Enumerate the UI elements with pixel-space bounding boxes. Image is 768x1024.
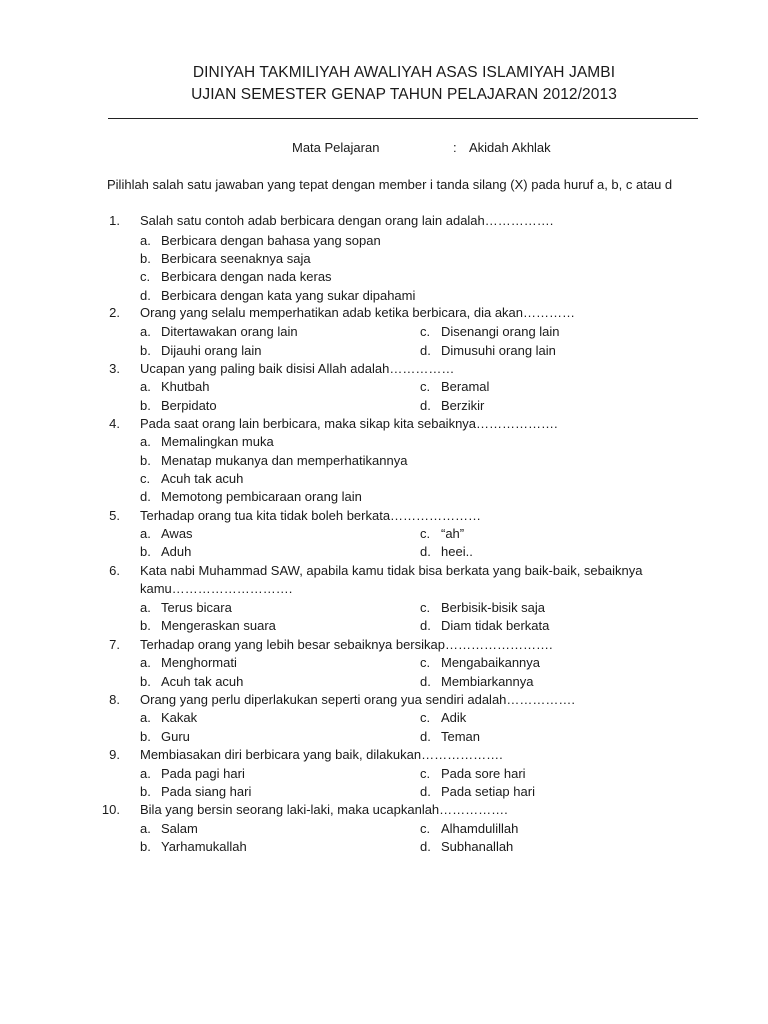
question-text: Orang yang perlu diperlakukan seperti orang yua sendiri adalah……………. xyxy=(140,692,576,707)
option-key: c. xyxy=(420,379,431,394)
option-key: d. xyxy=(420,784,431,799)
answer-option[interactable] xyxy=(140,324,298,339)
option-key: c. xyxy=(420,600,431,615)
answer-option[interactable] xyxy=(140,471,243,486)
option-text: Guru xyxy=(161,729,190,744)
option-text: Beramal xyxy=(441,379,490,394)
option-key: c. xyxy=(420,766,431,781)
option-key: a. xyxy=(140,821,151,836)
question-number: 3. xyxy=(109,361,120,376)
option-key: d. xyxy=(140,489,151,504)
option-text: Khutbah xyxy=(161,379,210,394)
option-key: d. xyxy=(420,544,431,559)
question-text: Orang yang selalu memperhatikan adab ketika berbicara, dia akan………… xyxy=(140,305,576,320)
question-number: 7. xyxy=(109,637,120,652)
answer-option[interactable] xyxy=(420,729,480,744)
option-key: b. xyxy=(140,251,151,266)
question-text: Ucapan yang paling baik disisi Allah adalah…………… xyxy=(140,361,455,376)
subject-label: Mata Pelajaran xyxy=(292,140,380,155)
answer-option[interactable] xyxy=(420,710,466,725)
answer-option[interactable] xyxy=(140,600,232,615)
option-text: Memotong pembicaraan orang lain xyxy=(161,489,362,504)
option-text: Acuh tak acuh xyxy=(161,674,244,689)
option-key: d. xyxy=(420,839,431,854)
option-key: c. xyxy=(420,324,431,339)
question-text: Salah satu contoh adab berbicara dengan orang lain adalah……………. xyxy=(140,213,554,228)
option-key: d. xyxy=(420,398,431,413)
option-text: Menatap mukanya dan memperhatikannya xyxy=(161,453,408,468)
option-text: Diam tidak berkata xyxy=(441,618,550,633)
option-key: a. xyxy=(140,526,151,541)
question-text: Kata nabi Muhammad SAW, apabila kamu tidak bisa berkata yang baik-baik, sebaiknya xyxy=(140,563,643,578)
option-text: Mengabaikannya xyxy=(441,655,541,670)
answer-option[interactable] xyxy=(420,674,534,689)
option-key: a. xyxy=(140,655,151,670)
option-key: b. xyxy=(140,674,151,689)
option-text: Membiarkannya xyxy=(441,674,534,689)
option-key: c. xyxy=(420,821,431,836)
answer-option[interactable] xyxy=(140,251,311,266)
option-text: Memalingkan muka xyxy=(161,434,274,449)
option-key: b. xyxy=(140,729,151,744)
question-text: Bila yang bersin seorang laki-laki, maka ucapkanlah……………. xyxy=(140,802,508,817)
answer-option[interactable] xyxy=(140,453,407,468)
answer-option[interactable] xyxy=(140,288,415,303)
option-text: Berzikir xyxy=(441,398,485,413)
answer-option[interactable] xyxy=(140,655,237,670)
option-key: a. xyxy=(140,766,151,781)
answer-option[interactable] xyxy=(140,489,362,504)
option-key: d. xyxy=(420,343,431,358)
option-text: Mengeraskan suara xyxy=(161,618,276,633)
answer-option[interactable] xyxy=(420,600,545,615)
answer-option[interactable] xyxy=(140,839,247,854)
option-text: Terus bicara xyxy=(161,600,232,615)
answer-option[interactable] xyxy=(140,233,381,248)
option-key: d. xyxy=(420,729,431,744)
question-text-continued: kamu………………………. xyxy=(140,581,293,596)
option-key: b. xyxy=(140,784,151,799)
option-text: Yarhamukallah xyxy=(161,839,247,854)
option-key: b. xyxy=(140,453,151,468)
option-key: a. xyxy=(140,379,151,394)
question-number: 2. xyxy=(109,305,120,320)
answer-option[interactable] xyxy=(140,729,190,744)
option-text: Kakak xyxy=(161,710,198,725)
answer-option[interactable] xyxy=(140,821,198,836)
answer-option[interactable] xyxy=(140,269,332,284)
answer-option[interactable] xyxy=(420,398,484,413)
question-text: Pada saat orang lain berbicara, maka sikap kita sebaiknya………………. xyxy=(140,416,558,431)
answer-option[interactable] xyxy=(140,674,243,689)
subject-value: Akidah Akhlak xyxy=(469,140,551,155)
option-text: Adik xyxy=(441,710,467,725)
option-text: Salam xyxy=(161,821,198,836)
option-key: c. xyxy=(420,655,431,670)
option-text: Berbisik-bisik saja xyxy=(441,600,546,615)
option-key: a. xyxy=(140,233,151,248)
question-number: 6. xyxy=(109,563,120,578)
option-key: d. xyxy=(420,618,431,633)
option-key: b. xyxy=(140,343,151,358)
option-text: “ah” xyxy=(441,526,465,541)
option-key: d. xyxy=(420,674,431,689)
exam-title-heading: UJIAN SEMESTER GENAP TAHUN PELAJARAN 2012/2013 xyxy=(191,86,617,103)
option-text: Berbicara dengan kata yang sukar dipahami xyxy=(161,288,416,303)
option-text: Subhanallah xyxy=(441,839,514,854)
school-name-heading: DINIYAH TAKMILIYAH AWALIYAH ASAS ISLAMIYAH JAMBI xyxy=(192,64,616,81)
option-text: Pada pagi hari xyxy=(161,766,245,781)
option-text: Acuh tak acuh xyxy=(161,471,244,486)
option-key: a. xyxy=(140,324,151,339)
answer-option[interactable] xyxy=(140,710,197,725)
answer-option[interactable] xyxy=(420,784,535,799)
answer-option[interactable] xyxy=(420,343,556,358)
question-number: 4. xyxy=(109,416,120,431)
subject-colon: : xyxy=(453,140,457,155)
answer-option[interactable] xyxy=(140,544,191,559)
option-key: c. xyxy=(420,526,431,541)
answer-option[interactable] xyxy=(420,839,513,854)
option-key: d. xyxy=(140,288,151,303)
answer-option[interactable] xyxy=(140,379,209,394)
option-text: Berbicara seenaknya saja xyxy=(161,251,311,266)
option-text: Dijauhi orang lain xyxy=(161,343,262,358)
option-key: b. xyxy=(140,839,151,854)
answer-option[interactable] xyxy=(420,766,526,781)
answer-option[interactable] xyxy=(420,379,489,394)
option-key: a. xyxy=(140,710,151,725)
option-text: Berbicara dengan bahasa yang sopan xyxy=(161,233,381,248)
option-key: b. xyxy=(140,398,151,413)
question-text: Terhadap orang yang lebih besar sebaiknya bersikap……………………. xyxy=(140,637,553,652)
option-key: a. xyxy=(140,434,151,449)
question-number: 1. xyxy=(109,213,120,228)
option-key: c. xyxy=(420,710,431,725)
question-number: 8. xyxy=(109,692,120,707)
answer-option[interactable] xyxy=(140,526,193,541)
header-divider xyxy=(108,118,698,119)
answer-option[interactable] xyxy=(140,784,251,799)
option-text: Pada sore hari xyxy=(441,766,526,781)
question-number: 10. xyxy=(101,802,120,817)
option-text: Pada setiap hari xyxy=(441,784,535,799)
answer-option[interactable] xyxy=(140,398,217,413)
answer-option[interactable] xyxy=(420,526,464,541)
option-key: a. xyxy=(140,600,151,615)
answer-option[interactable] xyxy=(140,618,276,633)
question-text: Membiasakan diri berbicara yang baik, dilakukan………………. xyxy=(140,747,503,762)
instruction-text: Pilihlah salah satu jawaban yang tepat dengan member i tanda silang (X) pada huruf a, b, c atau d xyxy=(107,177,673,192)
option-text: Berpidato xyxy=(161,398,217,413)
option-text: Berbicara dengan nada keras xyxy=(161,269,332,284)
option-key: b. xyxy=(140,618,151,633)
option-text: Disenangi orang lain xyxy=(441,324,560,339)
question-text: Terhadap orang tua kita tidak boleh berkata………………… xyxy=(140,508,482,523)
option-text: Ditertawakan orang lain xyxy=(161,324,298,339)
option-text: heei.. xyxy=(441,544,473,559)
option-text: Aduh xyxy=(161,544,192,559)
answer-option[interactable] xyxy=(420,821,518,836)
answer-option[interactable] xyxy=(140,434,274,449)
answer-option[interactable] xyxy=(420,655,540,670)
option-text: Alhamdulillah xyxy=(441,821,519,836)
answer-option[interactable] xyxy=(140,343,261,358)
question-number: 5. xyxy=(109,508,120,523)
option-text: Awas xyxy=(161,526,193,541)
option-text: Pada siang hari xyxy=(161,784,252,799)
option-text: Menghormati xyxy=(161,655,237,670)
option-key: b. xyxy=(140,544,151,559)
answer-option[interactable] xyxy=(420,324,560,339)
answer-option[interactable] xyxy=(420,618,549,633)
option-key: c. xyxy=(140,471,151,486)
option-key: c. xyxy=(140,269,151,284)
option-text: Dimusuhi orang lain xyxy=(441,343,556,358)
answer-option[interactable] xyxy=(140,766,245,781)
answer-option[interactable] xyxy=(420,544,473,559)
question-number: 9. xyxy=(109,747,120,762)
option-text: Teman xyxy=(441,729,481,744)
